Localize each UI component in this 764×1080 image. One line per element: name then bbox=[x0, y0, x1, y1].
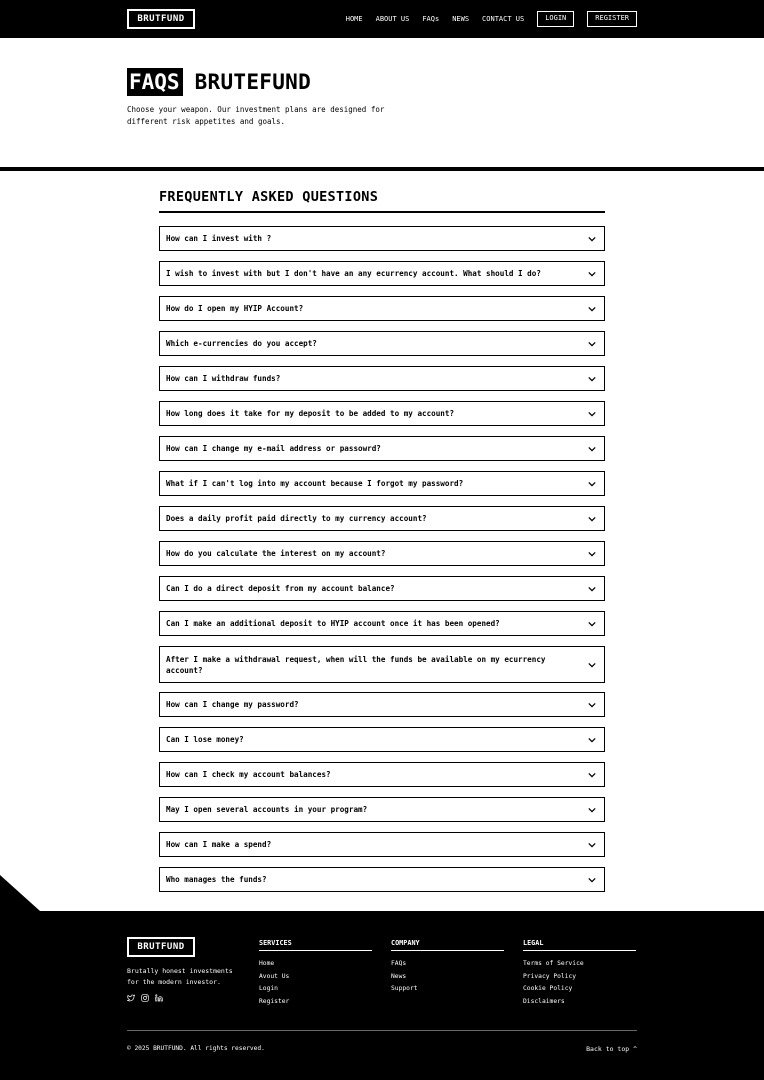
chevron-down-icon bbox=[588, 842, 596, 848]
footer-link-register[interactable]: Register bbox=[259, 998, 290, 1006]
linkedin-icon[interactable] bbox=[155, 994, 163, 1002]
nav-news-link[interactable]: NEWS bbox=[452, 15, 470, 23]
footer-col-company bbox=[391, 939, 504, 996]
footer-link-login[interactable]: Login bbox=[259, 985, 278, 993]
faq-item[interactable] bbox=[159, 366, 605, 391]
nav-faqs-link[interactable]: FAQs bbox=[422, 15, 440, 23]
footer-col-title: LEGAL bbox=[523, 939, 636, 951]
faq-item[interactable] bbox=[159, 436, 605, 461]
chevron-down-icon bbox=[588, 621, 596, 627]
faq-item[interactable] bbox=[159, 506, 605, 531]
footer-link-home[interactable]: Home bbox=[259, 960, 275, 967]
faq-question: Can I make an additional deposit to HYIP account once it has been opened? bbox=[166, 619, 500, 628]
footer-tagline: Brutally honest investments for the modern investor. bbox=[127, 967, 233, 986]
chevron-down-icon bbox=[588, 516, 596, 522]
faq-heading-divider bbox=[159, 211, 605, 213]
footer-link-cookie[interactable]: Cookie Policy bbox=[523, 985, 573, 993]
page-title bbox=[127, 68, 311, 96]
login-button[interactable]: LOGIN bbox=[537, 11, 574, 27]
chevron-down-icon bbox=[588, 481, 596, 487]
chevron-down-icon bbox=[588, 306, 596, 312]
footer-link-faqs[interactable]: FAQs bbox=[391, 960, 407, 967]
instagram-icon[interactable] bbox=[141, 994, 149, 1002]
faq-question: How do you calculate the interest on my account? bbox=[166, 549, 386, 558]
chevron-down-icon bbox=[588, 376, 596, 382]
faq-item[interactable] bbox=[159, 797, 605, 822]
faq-question: How can I check my account balances? bbox=[166, 770, 331, 779]
faq-question: How can I change my e-mail address or passowrd? bbox=[166, 444, 381, 453]
footer-link-support[interactable]: Support bbox=[391, 985, 418, 993]
faq-question: I wish to invest with but I don't have an any ecurrency account. What should I do? bbox=[166, 269, 541, 278]
nav-about-link[interactable]: ABOUT US bbox=[375, 15, 410, 23]
footer-logo[interactable]: BRUTFUND bbox=[127, 937, 195, 957]
chevron-down-icon bbox=[588, 341, 596, 347]
chevron-down-icon bbox=[588, 877, 596, 883]
chevron-down-icon bbox=[588, 411, 596, 417]
hero-divider bbox=[0, 167, 764, 171]
faq-item[interactable] bbox=[159, 692, 605, 717]
chevron-down-icon bbox=[588, 551, 596, 557]
faq-question: What if I can't log into my account because I forgot my password? bbox=[166, 479, 464, 488]
decorative-corner-slant bbox=[0, 875, 40, 915]
main-nav bbox=[333, 11, 637, 27]
nav-home-link[interactable]: HOME bbox=[345, 15, 363, 23]
faq-item[interactable] bbox=[159, 541, 605, 566]
chevron-down-icon bbox=[588, 236, 596, 242]
copyright-text: © 2025 BRUTFUND. All rights reserved. bbox=[127, 1045, 265, 1052]
faq-question: Which e-currencies do you accept? bbox=[166, 339, 317, 348]
faq-question: Can I do a direct deposit from my account balance? bbox=[166, 584, 395, 593]
faq-item[interactable] bbox=[159, 331, 605, 356]
top-navbar bbox=[0, 0, 764, 38]
chevron-down-icon bbox=[588, 662, 596, 668]
nav-contact-link[interactable]: CONTACT US bbox=[482, 15, 525, 23]
footer-link-terms[interactable]: Terms of Service bbox=[523, 960, 584, 967]
hero-title-text: BRUTEFUND bbox=[194, 70, 312, 94]
faq-item[interactable] bbox=[159, 401, 605, 426]
footer-link-privacy[interactable]: Privacy Policy bbox=[523, 972, 577, 980]
footer-col-services bbox=[259, 939, 372, 1009]
hero-subtitle: Choose your weapon. Our investment plans are designed for different risk appetites and goals. bbox=[127, 105, 385, 126]
faq-item[interactable] bbox=[159, 471, 605, 496]
footer-col-title: SERVICES bbox=[259, 939, 372, 951]
faq-item[interactable] bbox=[159, 867, 605, 892]
social-links bbox=[127, 994, 169, 1002]
faq-item[interactable] bbox=[159, 611, 605, 636]
chevron-down-icon bbox=[588, 446, 596, 452]
faq-question: Does a daily profit paid directly to my currency account? bbox=[166, 514, 427, 523]
twitter-icon[interactable] bbox=[127, 994, 135, 1002]
chevron-down-icon bbox=[588, 702, 596, 708]
faq-item[interactable] bbox=[159, 296, 605, 321]
footer-col-title: COMPANY bbox=[391, 939, 504, 951]
faq-question: How can I make a spend? bbox=[166, 840, 272, 849]
faq-item[interactable] bbox=[159, 762, 605, 787]
faq-item[interactable] bbox=[159, 576, 605, 601]
hero-tag: FAQS bbox=[127, 68, 183, 96]
footer-col-legal bbox=[523, 939, 636, 1009]
faq-question: How can I withdraw funds? bbox=[166, 374, 281, 383]
faq-item[interactable] bbox=[159, 646, 605, 683]
faq-heading: FREQUENTLY ASKED QUESTIONS bbox=[159, 189, 379, 205]
chevron-down-icon bbox=[588, 772, 596, 778]
faq-question: May I open several accounts in your program? bbox=[166, 805, 368, 814]
chevron-down-icon bbox=[588, 737, 596, 743]
faq-question: Who manages the funds? bbox=[166, 875, 267, 884]
faq-question: How do I open my HYIP Account? bbox=[166, 304, 304, 313]
faq-item[interactable] bbox=[159, 727, 605, 752]
footer-link-disclaimers[interactable]: Disclaimers bbox=[523, 998, 565, 1006]
faq-item[interactable] bbox=[159, 832, 605, 857]
site-footer bbox=[0, 911, 764, 1080]
faq-question: How can I change my password? bbox=[166, 700, 299, 709]
chevron-down-icon bbox=[588, 807, 596, 813]
chevron-down-icon bbox=[588, 271, 596, 277]
footer-divider bbox=[127, 1030, 637, 1031]
faq-question: Can I lose money? bbox=[166, 735, 244, 744]
footer-link-news[interactable]: News bbox=[391, 972, 407, 980]
faq-item[interactable] bbox=[159, 226, 605, 251]
faq-item[interactable] bbox=[159, 261, 605, 286]
chevron-down-icon bbox=[588, 586, 596, 592]
brand-logo[interactable]: BRUTFUND bbox=[127, 9, 195, 29]
register-button[interactable]: REGISTER bbox=[587, 11, 637, 27]
faq-question: How can I invest with ? bbox=[166, 234, 272, 243]
faq-question: How long does it take for my deposit to be added to my account? bbox=[166, 409, 455, 418]
faq-question: After I make a withdrawal request, when will the funds be available on my ecurrency account? bbox=[166, 654, 546, 675]
footer-link-about[interactable]: Avout Us bbox=[259, 972, 290, 980]
back-to-top-link[interactable]: Back to top ^ bbox=[586, 1045, 637, 1053]
